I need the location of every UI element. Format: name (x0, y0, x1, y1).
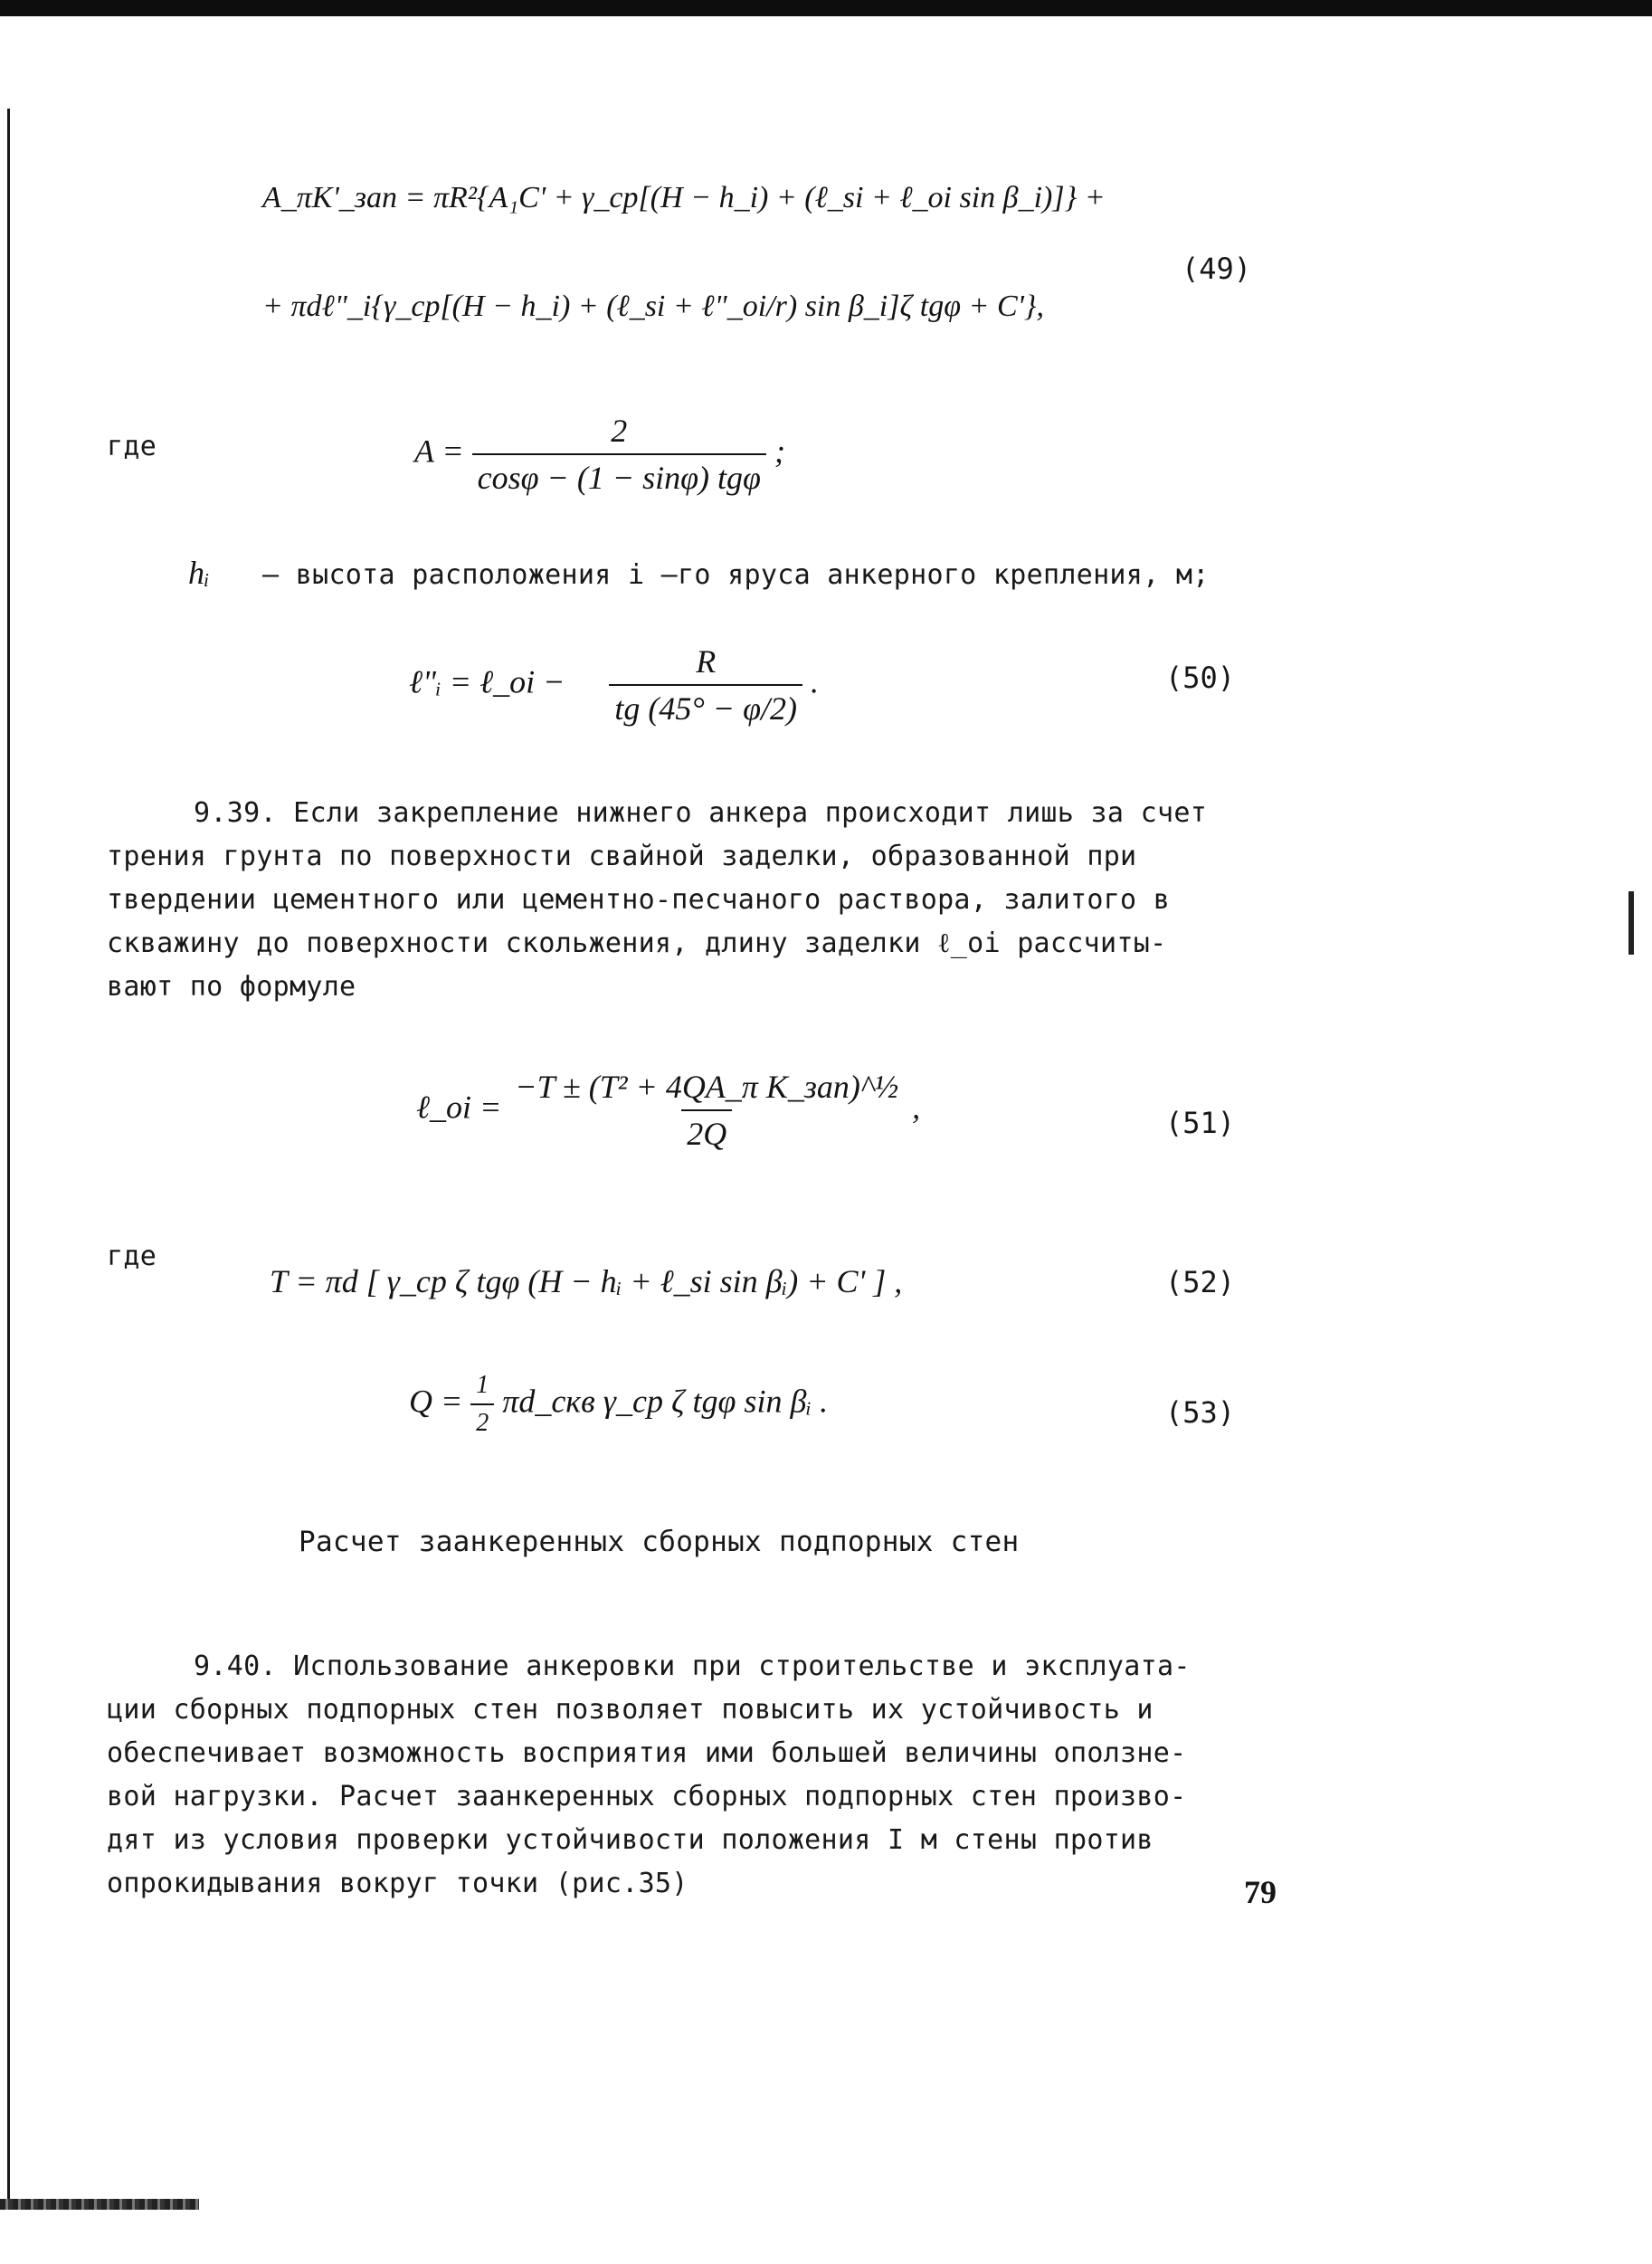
formula-51-lhs: ℓ_oi = (416, 1089, 502, 1126)
hi-symbol: hᵢ (188, 555, 210, 591)
formula-50-denominator: tg (45° − φ/2) (609, 684, 802, 728)
paragraph-line: ции сборных подпорных стен позволяет повысить их устойчивость и (107, 1694, 1154, 1726)
paragraph-line: вой нагрузки. Расчет заанкеренных сборных подпорных стен произво- (107, 1781, 1187, 1812)
formula-51-numerator: −T ± (T² + 4QA_π K_зап)^½ (515, 1069, 899, 1105)
formula-53 (409, 1371, 828, 1438)
formula-50-tail: . (810, 663, 819, 700)
equation-number-53: (53) (1165, 1395, 1236, 1430)
formula-A-numerator: 2 (611, 413, 628, 449)
formula-50-lhs: ℓ"ᵢ = ℓ_oi − (409, 663, 565, 700)
formula-A-lhs: A = (414, 433, 464, 470)
formula-53-half (470, 1371, 494, 1438)
paragraph-line: опрокидывания вокруг точки (рис.35) (107, 1868, 688, 1899)
formula-49-line-1: A_πK'_зап = πR²{A₁C' + γ_ср[(H − h_i) + (ℓ_si + ℓ_oi sin β_i)]} + (262, 181, 1106, 214)
formula-50-fraction (609, 642, 802, 728)
scan-left-edge (7, 109, 10, 2208)
scan-top-border (0, 0, 1652, 16)
formula-53-lhs: Q = (409, 1383, 463, 1420)
section-heading: Расчет заанкеренных сборных подпорных стен (299, 1526, 1020, 1558)
paragraph-line: 9.39. Если закрепление нижнего анкера происходит лишь за счет (194, 797, 1208, 829)
paragraph-line: твердении цементного или цементно-песчаного раствора, залитого в (107, 884, 1171, 916)
formula-51-tail: , (912, 1089, 921, 1126)
paragraph-9-40 (107, 1645, 1310, 1906)
where-label-2: где (107, 1241, 157, 1272)
formula-53-rest: πd_скв γ_ср ζ tgφ sin βᵢ . (502, 1383, 829, 1420)
scan-smudge (0, 2199, 199, 2210)
formula-52: T = πd [ γ_ср ζ tgφ (H − hᵢ + ℓ_si sin βᵢ) + C' ] , (270, 1263, 903, 1299)
paragraph-line: скважину до поверхности скольжения, длину заделки ℓ_oi рассчиты- (107, 927, 1167, 959)
paragraph-line: 9.40. Использование анкеровки при строительстве и эксплуата- (194, 1650, 1191, 1682)
paragraph-9-39 (107, 792, 1310, 1009)
formula-A (414, 412, 785, 497)
formula-51 (416, 1068, 920, 1153)
formula-53-frac-den: 2 (470, 1403, 494, 1438)
hi-definition: – высота расположения i –го яруса анкерного крепления, м; (262, 559, 1210, 591)
where-label-1: где (107, 431, 157, 462)
paragraph-line: дят из условия проверки устойчивости положения I м стены против (107, 1824, 1154, 1856)
equation-number-50: (50) (1165, 661, 1236, 695)
formula-A-tail: ; (774, 433, 785, 470)
formula-50 (409, 642, 819, 728)
paragraph-line: обеспечивает возможность восприятия ими большей величины оползне- (107, 1737, 1187, 1769)
formula-51-denominator: 2Q (681, 1109, 732, 1153)
paragraph-line: трения грунта по поверхности свайной заделки, образованной при (107, 841, 1137, 872)
equation-number-52: (52) (1165, 1265, 1236, 1299)
formula-53-frac-num: 1 (476, 1371, 489, 1399)
formula-A-fraction (472, 412, 766, 497)
equation-number-51: (51) (1165, 1106, 1236, 1140)
formula-A-denominator: cosφ − (1 − sinφ) tgφ (472, 453, 766, 497)
formula-50-numerator: R (696, 643, 717, 680)
equation-number-49: (49) (1182, 252, 1252, 286)
formula-49-line-2: + πdℓ"_i{γ_ср[(H − h_i) + (ℓ_si + ℓ"_oi/r) sin β_i]ζ tgφ + C'}, (262, 290, 1044, 323)
scan-right-mark (1628, 891, 1634, 955)
page-number: 79 (1244, 1874, 1277, 1910)
paragraph-line: вают по формуле (107, 971, 356, 1003)
formula-51-fraction (509, 1068, 904, 1153)
